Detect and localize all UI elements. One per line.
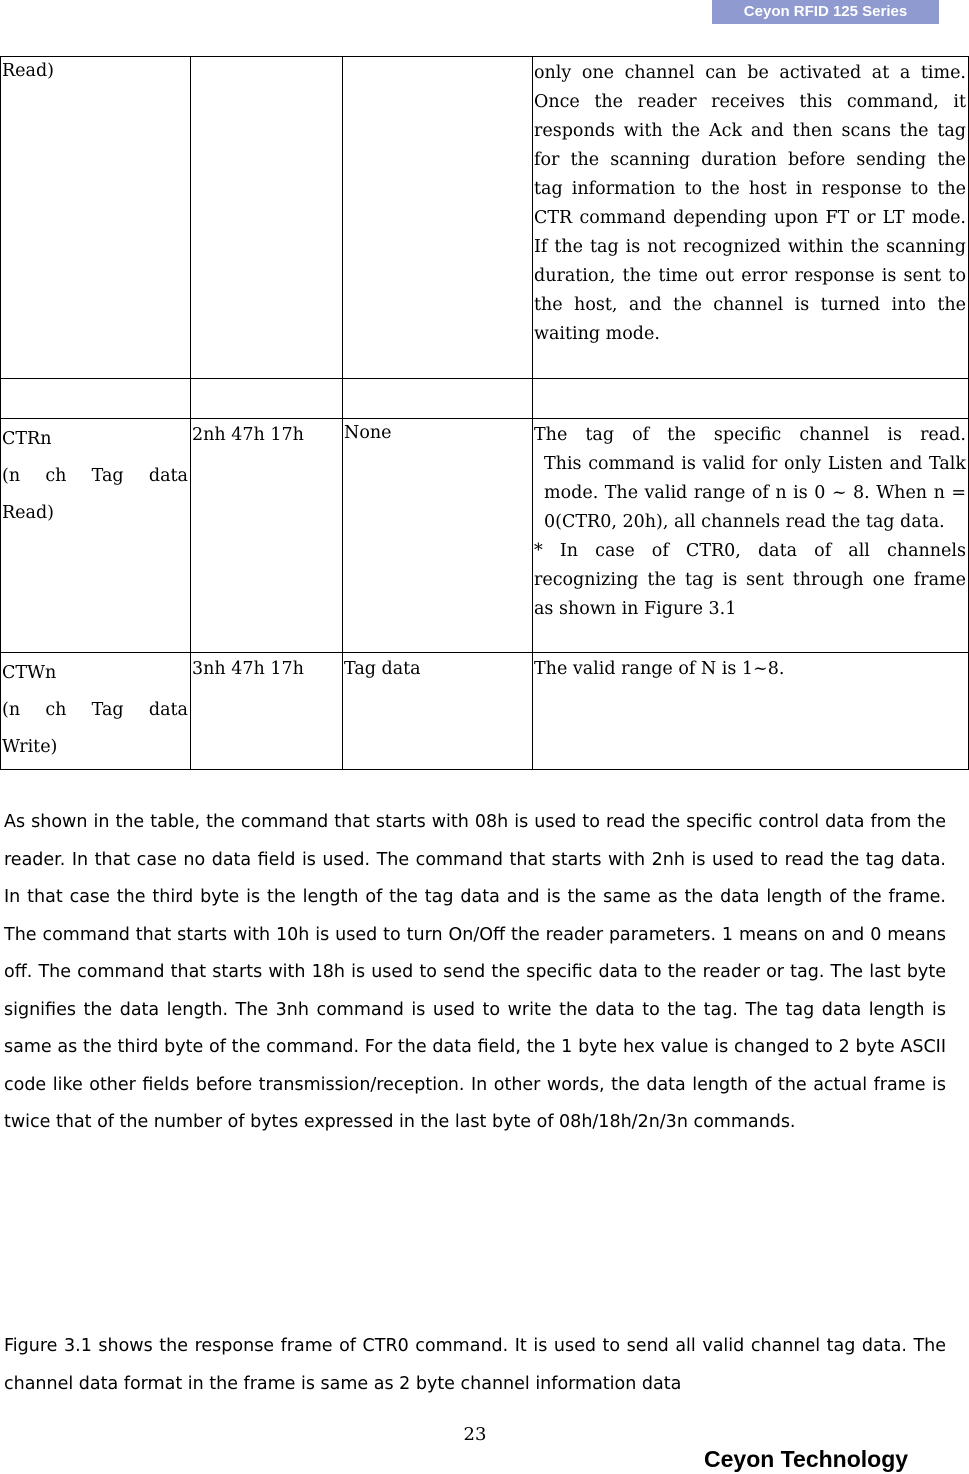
table-row — [1, 57, 969, 379]
command-description: only one channel can be activated at a time. Once the reader receives this command, it responds with the Ack and then scans the tag for the scanning duration before sending the tag information to the host in response to the CTR command depending upon FT or LT mode. If the tag is not recognized within the scanning duration, the time out error response is sent to the host, and the channel is turned into the waiting mode. — [534, 63, 966, 344]
table-row — [1, 419, 969, 653]
table-row — [1, 379, 969, 419]
command-name-line: (n ch Tag data — [2, 700, 188, 720]
command-name-cell — [1, 653, 191, 770]
command-name-line: CTRn — [2, 429, 52, 449]
command-description-line: The tag of the specific channel is read. — [534, 425, 966, 445]
command-name-line: (n ch Tag data — [2, 466, 188, 486]
empty-cell — [191, 379, 343, 419]
command-description-note: * In case of CTR0, data of all channels recognizing the tag is sent through one frame as shown in Figure 3.1 — [534, 541, 966, 619]
command-code-cell: 2nh 47h 17h — [191, 419, 343, 653]
empty-cell — [343, 379, 533, 419]
body-paragraph: As shown in the table, the command that starts with 08h is used to read the specific control data from the reader. In that case no data field is used. The command that starts with 2nh is used to read the tag data. In that case the third byte is the length of the tag data and is the same as the data length of the frame. The command that starts with 10h is used to turn On/Off the reader parameters. 1 means on and 0 means off. The command that starts with 18h is used to send the specific data to the reader or tag. The last byte signifies the data length. The 3nh command is used to write the data to the tag. The tag data length is same as the third byte of the command. For the data field, the 1 byte hex value is changed to 2 byte ASCII code like other fields before transmission/reception. In other words, the data length of the actual frame is twice that of the number of bytes expressed in the last byte of 08h/18h/2n/3n commands. — [4, 812, 946, 1132]
command-name-line: Write) — [2, 737, 58, 757]
command-code-cell — [191, 57, 343, 379]
series-banner: Ceyon RFID 125 Series — [712, 0, 939, 24]
command-name-cell — [1, 57, 191, 379]
command-description-cell — [533, 419, 969, 653]
command-description-cell — [533, 57, 969, 379]
empty-cell — [533, 379, 969, 419]
command-description-cell — [533, 653, 969, 770]
command-name-line: Read) — [2, 503, 54, 523]
command-description: The valid range of N is 1~8. — [534, 659, 785, 679]
page-number: 23 — [463, 1424, 487, 1445]
table-row — [1, 653, 969, 770]
command-table — [0, 56, 969, 770]
command-name-line: CTWn — [2, 663, 57, 683]
body-paragraph: Figure 3.1 shows the response frame of CTR0 command. It is used to send all valid channel tag data. The channel data format in the frame is same as 2 byte channel information data — [4, 1336, 946, 1394]
empty-cell — [1, 379, 191, 419]
command-data-cell: None — [343, 419, 533, 653]
command-data-cell: Tag data — [343, 653, 533, 770]
command-description-line: This command is valid for only Listen and Talk mode. The valid range of n is 0 ~ 8. When n = 0(CTR0, 20h), all channels read the tag data. — [544, 454, 966, 532]
command-name-line: Read) — [2, 61, 54, 81]
command-name-cell — [1, 419, 191, 653]
command-code-cell: 3nh 47h 17h — [191, 653, 343, 770]
footer-company: Ceyon Technology — [704, 1446, 909, 1472]
command-data-cell — [343, 57, 533, 379]
